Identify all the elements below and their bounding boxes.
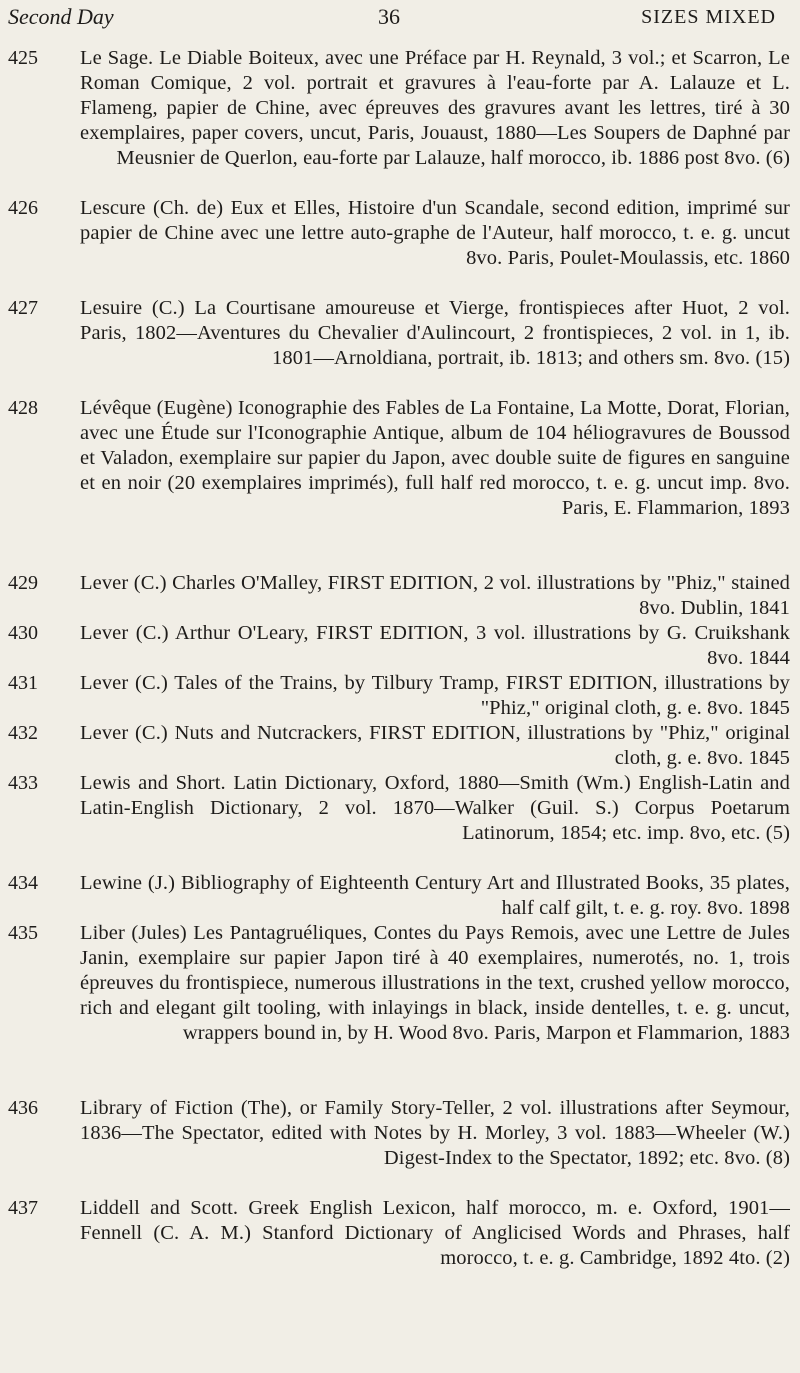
category-label: SIZES MIXED [641, 6, 776, 28]
lot-description: Lever (C.) Charles O'Malley, FIRST EDITION, 2 vol. illustrations by "Phiz," stained 8vo. Dublin, 1841 [80, 572, 790, 619]
lot-description: Lever (C.) Nuts and Nutcrackers, FIRST EDITION, illustrations by "Phiz," original cloth, g. e. 8vo. 1845 [80, 722, 790, 769]
lot-description: Le Sage. Le Diable Boiteux, avec une Préface par H. Reynald, 3 vol.; et Scarron, Le Roman Comique, 2 vol. portrait et gravures à l'eau-forte par A. Lalauze et L. Flameng, papier de Chine, avec épreuves des gravures avant les lettres, tiré à 30 exemplaires, paper covers, uncut, Paris, Jouaust, 1880—Les Soupers de Daphné par Meusnier de Querlon, eau-forte par Lalauze, half morocco, ib. 1886 post 8vo. (6) [80, 47, 790, 169]
lot-number: 436 [8, 1097, 38, 1119]
lot-number: 427 [8, 297, 38, 319]
lot-number: 432 [8, 722, 38, 744]
lot-number: 434 [8, 872, 38, 894]
lot-description: Lever (C.) Arthur O'Leary, FIRST EDITION, 3 vol. illustrations by G. Cruikshank 8vo. 1844 [80, 622, 790, 669]
lot-number: 425 [8, 47, 38, 69]
lot-description: Lévêque (Eugène) Iconographie des Fables de La Fontaine, La Motte, Dorat, Florian, avec une Étude sur l'Iconographie Antique, album de 104 héliogravures de Boussod et Valadon, exemplaire sur papier du Japon, avec double suite de figures en sanguine et en noir (20 exemplaires imprimés), full half red morocco, t. e. g. uncut imp. 8vo. Paris, E. Flammarion, 1893 [80, 397, 790, 519]
section-title: Second Day [8, 4, 114, 29]
lot-description: Liber (Jules) Les Pantagruéliques, Contes du Pays Remois, avec une Lettre de Jules Janin, exemplaire sur papier Japon tiré à 40 exemplaires, numerotés, no. 1, trois épreuves du frontispiece, numerous illustrations in the text, crushed yellow morocco, rich and elegant gilt tooling, with inlayings in black, inside dentelles, t. e. g. uncut, wrappers bound in, by H. Wood 8vo. Paris, Marpon et Flammarion, 1883 [80, 922, 790, 1044]
lot-number: 431 [8, 672, 38, 694]
lot-number: 437 [8, 1197, 38, 1219]
lot-description: Lever (C.) Tales of the Trains, by Tilbury Tramp, FIRST EDITION, illustrations by "Phiz," original cloth, g. e. 8vo. 1845 [80, 672, 790, 719]
lot-description: Lesuire (C.) La Courtisane amoureuse et Vierge, frontispieces after Huot, 2 vol. Paris, 1802—Aventures du Chevalier d'Aulincourt, 2 frontispieces, 2 vol. in 1, ib. 1801—Arnoldiana, portrait, ib. 1813; and others sm. 8vo. (15) [80, 297, 790, 369]
lot-number: 430 [8, 622, 38, 644]
lot-number: 433 [8, 772, 38, 794]
lot-description: Lescure (Ch. de) Eux et Elles, Histoire d'un Scandale, second edition, imprimé sur papier de Chine avec une lettre auto-graphe de l'Auteur, half morocco, t. e. g. uncut 8vo. Paris, Poulet-Moulassis, etc. 1860 [80, 197, 790, 269]
lot-description: Liddell and Scott. Greek English Lexicon, half morocco, m. e. Oxford, 1901—Fennell (C. A. M.) Stanford Dictionary of Anglicised Words and Phrases, half morocco, t. e. g. Cambridge, 1892 4to. (2) [80, 1197, 790, 1269]
lot-number: 429 [8, 572, 38, 594]
lot-number: 426 [8, 197, 38, 219]
page-number: 36 [378, 4, 400, 29]
lot-number: 435 [8, 922, 38, 944]
lot-description: Lewis and Short. Latin Dictionary, Oxford, 1880—Smith (Wm.) English-Latin and Latin-English Dictionary, 2 vol. 1870—Walker (Guil. S.) Corpus Poetarum Latinorum, 1854; etc. imp. 8vo, etc. (5) [80, 772, 790, 844]
lot-description: Library of Fiction (The), or Family Story-Teller, 2 vol. illustrations after Seymour, 1836—The Spectator, edited with Notes by H. Morley, 3 vol. 1883—Wheeler (W.) Digest-Index to the Spectator, 1892; etc. 8vo. (8) [80, 1097, 790, 1169]
lot-description: Lewine (J.) Bibliography of Eighteenth Century Art and Illustrated Books, 35 plates, half calf gilt, t. e. g. roy. 8vo. 1898 [80, 872, 790, 919]
page-header [0, 2, 800, 42]
lot-number: 428 [8, 397, 38, 419]
